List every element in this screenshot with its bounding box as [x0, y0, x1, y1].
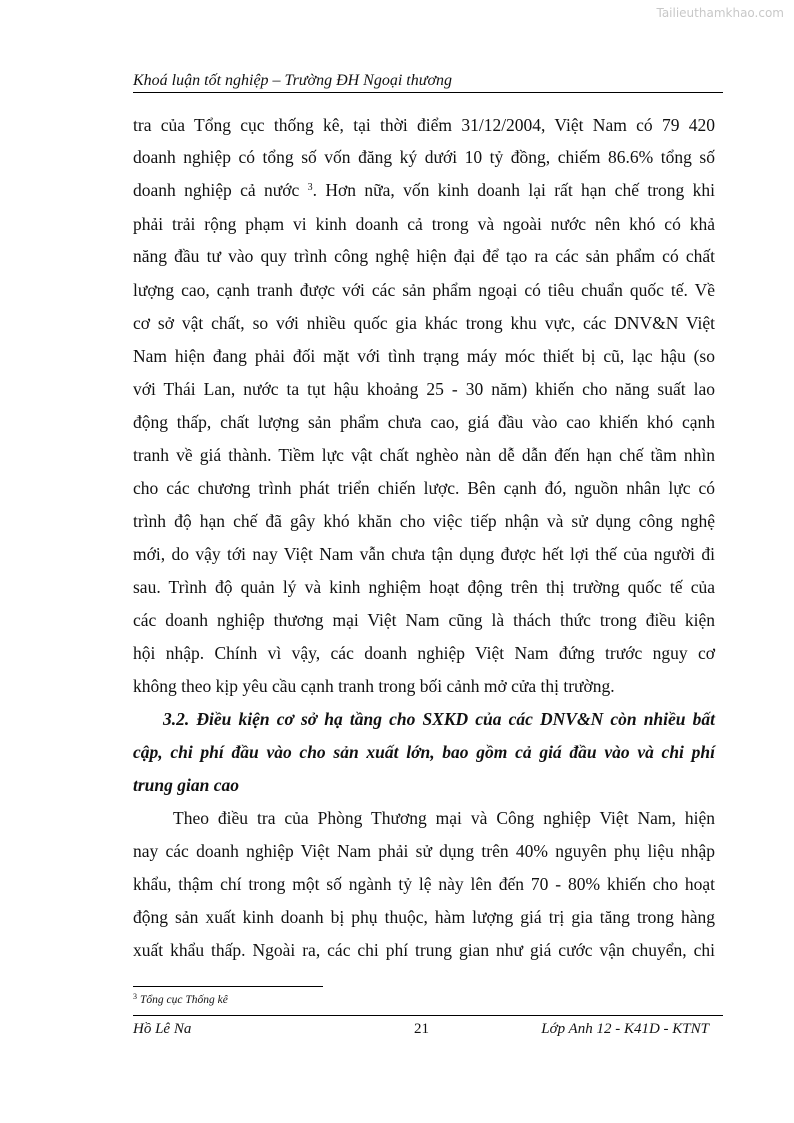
text-line: tranh về giá thành. Tiềm lực vật chất nghèo nàn dễ dẫn đến hạn chế tầm nhìn: [133, 445, 715, 465]
footnote-reference[interactable]: 3: [307, 182, 313, 193]
text-line: mới, do vậy tới nay Việt Nam vẫn chưa tận dụng được hết lợi thế của người đi: [133, 544, 715, 564]
footer-author: Hồ Lê Na: [133, 1021, 192, 1037]
text-line: [133, 180, 715, 201]
text-line: với Thái Lan, nước ta tụt hậu khoảng 25 - 30 năm) khiến cho năng suất lao: [133, 379, 715, 399]
text-segment: doanh nghiệp cả nước: [133, 180, 308, 200]
text-line: nay các doanh nghiệp Việt Nam phải sử dụng trên 40% nguyên phụ liệu nhập: [133, 841, 715, 861]
heading-line: 3.2. Điều kiện cơ sở hạ tầng cho SXKD của các DNV&N còn nhiều bất: [163, 709, 715, 729]
watermark: Tailieuthamkhao.com: [656, 6, 784, 20]
text-line: cho các chương trình phát triển chiến lược. Bên cạnh đó, nguồn nhân lực có: [133, 478, 715, 498]
footer-class: Lớp Anh 12 - K41D - KTNT: [541, 1021, 709, 1037]
text-line: cơ sở vật chất, so với nhiều quốc gia khác trong khu vực, các DNV&N Việt: [133, 313, 715, 333]
footnote-number: 3: [133, 992, 137, 1001]
text-line: không theo kịp yêu cầu cạnh tranh trong bối cảnh mở cửa thị trường.: [133, 676, 615, 696]
text-line: tra của Tổng cục thống kê, tại thời điểm 31/12/2004, Việt Nam có 79 420: [133, 115, 715, 135]
text-line: Nam hiện đang phải đối mặt với tình trạng máy móc thiết bị cũ, lạc hậu (so: [133, 346, 715, 366]
text-line: sau. Trình độ quản lý và kinh nghiệm hoạt động trên thị trường quốc tế của: [133, 577, 715, 597]
running-header: Khoá luận tốt nghiệp – Trường ĐH Ngoại thương: [133, 72, 723, 93]
text-line: xuất khẩu thấp. Ngoài ra, các chi phí trung gian như giá cước vận chuyển, chi: [133, 940, 715, 960]
footer-divider: [133, 1015, 723, 1016]
text-line: hội nhập. Chính vì vậy, các doanh nghiệp Việt Nam đứng trước nguy cơ: [133, 643, 715, 663]
text-line: phải trải rộng phạm vi kinh doanh cả trong và ngoài nước nên khó có khả: [133, 214, 715, 234]
footnote-text: Tổng cục Thống kê: [140, 994, 228, 1006]
text-segment: . Hơn nữa, vốn kinh doanh lại rất hạn chế trong khi: [312, 180, 715, 200]
text-line: các doanh nghiệp thương mại Việt Nam cũng là thách thức trong điều kiện: [133, 610, 715, 630]
text-line: năng đầu tư vào quy trình công nghệ hiện đại để tạo ra các sản phẩm có chất: [133, 246, 715, 266]
text-line: Theo điều tra của Phòng Thương mại và Công nghiệp Việt Nam, hiện: [173, 808, 715, 828]
page-number: 21: [414, 1021, 429, 1037]
text-line: trình độ hạn chế đã gây khó khăn cho việc tiếp nhận và sử dụng công nghệ: [133, 511, 715, 531]
footnote: [133, 992, 228, 1006]
text-line: động thấp, chất lượng sản phẩm chưa cao, giá đầu vào cao khiến khó cạnh: [133, 412, 715, 432]
heading-line: cập, chi phí đầu vào cho sản xuất lớn, bao gồm cả giá đầu vào và chi phí: [133, 742, 715, 762]
footnote-separator: [133, 986, 323, 987]
text-line: lượng cao, cạnh tranh được với các sản phẩm ngoại có tiêu chuẩn quốc tế. Về: [133, 280, 715, 300]
heading-line: trung gian cao: [133, 775, 239, 795]
text-line: khẩu, thậm chí trong một số ngành tỷ lệ này lên đến 70 - 80% khiến cho hoạt: [133, 874, 715, 894]
text-line: động sản xuất kinh doanh bị phụ thuộc, hàm lượng giá trị gia tăng trong hàng: [133, 907, 715, 927]
text-line: doanh nghiệp có tổng số vốn đăng ký dưới 10 tỷ đồng, chiếm 86.6% tổng số: [133, 147, 715, 167]
